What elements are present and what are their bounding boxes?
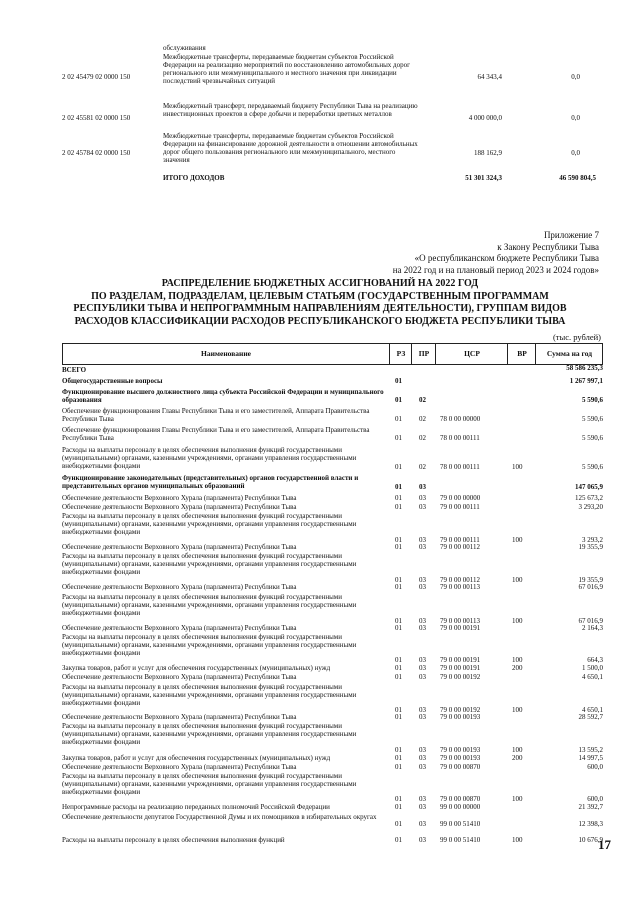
row-vr: 100 (512, 836, 523, 844)
row-rz: 01 (395, 795, 402, 803)
appendix-line: к Закону Республики Тыва (497, 241, 599, 252)
row-rz: 01 (395, 656, 402, 664)
row-pr: 03 (419, 820, 426, 828)
row-csr: 79 0 00 00111 (440, 503, 480, 511)
row-name: Обеспечение деятельности Верховного Хурала (парламента) Республики Тыва (62, 713, 297, 721)
row-name: Расходы на выплаты персоналу в целях обеспечения выполнения функций государственными (муниципальными) органами, казенными учреждениями, органами управления государственными внебюджетными фондами (62, 683, 357, 708)
title-line: РАСПРЕДЕЛЕНИЕ БЮДЖЕТНЫХ АССИГНОВАНИЙ НА 2022 ГОД (161, 278, 479, 289)
title-line: РЕСПУБЛИКИ ТЫВА И НЕПРОГРАММНЫМ НАПРАВЛЕНИЯМ ДЕЯТЕЛЬНОСТИ), ГРУППАМ ВИДОВ (73, 303, 567, 314)
row-sum: 1 500,0 (582, 664, 603, 672)
row-csr: 79 0 00 00193 (440, 754, 481, 762)
row-pr: 02 (419, 434, 426, 442)
row-csr: 79 0 00 00193 (440, 746, 481, 754)
row-sum: 19 355,9 (578, 576, 603, 584)
row-csr: 99 0 00 00000 (440, 803, 481, 811)
row-pr: 02 (419, 415, 426, 423)
row-csr: 79 0 00 00192 (440, 673, 481, 681)
row-pr: 03 (419, 543, 426, 551)
row-pr: 03 (419, 664, 426, 672)
row-pr: 03 (419, 803, 426, 811)
row-csr: 78 0 00 00111 (440, 463, 480, 471)
page-number: 17 (598, 837, 611, 852)
units-label: (тыс. рублей) (552, 332, 601, 342)
row-sum: 125 673,2 (575, 494, 603, 502)
row-vr: 200 (512, 754, 523, 762)
row-csr: 79 0 00 00112 (440, 543, 480, 551)
row-sum: 5 590,6 (582, 463, 603, 471)
row-vr: 100 (512, 463, 523, 471)
row-csr: 79 0 00 00113 (440, 617, 480, 625)
row-csr: 79 0 00 00111 (440, 536, 480, 544)
row-name: Обеспечение деятельности Верховного Хурала (парламента) Республики Тыва (62, 624, 297, 632)
row-sum: 3 293,2 (582, 536, 603, 544)
row-csr: 79 0 00 00192 (440, 706, 481, 714)
row-sum: 1 267 997,1 (569, 377, 603, 385)
row-sum: 58 586 235,3 (566, 364, 603, 372)
row-rz: 01 (395, 664, 402, 672)
row-csr: 79 0 00 00191 (440, 624, 481, 632)
row-vr: 100 (512, 746, 523, 754)
row-pr: 03 (419, 624, 426, 632)
row-name: Расходы на выплаты персоналу в целях обеспечения выполнения функций (62, 836, 285, 844)
revenue-code: 2 02 45784 02 0000 150 (62, 149, 131, 157)
row-name: Непрограммные расходы на реализацию переданных полномочий Российской Федерации (62, 803, 330, 811)
row-sum: 67 016,9 (578, 617, 603, 625)
row-pr: 03 (419, 583, 426, 591)
row-csr: 79 0 00 00191 (440, 656, 481, 664)
row-name: Расходы на выплаты персоналу в целях обеспечения выполнения функций государственными (муниципальными) органами, казенными учреждениями, органами управления государственными внебюджетными фондами (62, 593, 357, 618)
row-pr: 03 (419, 494, 426, 502)
row-pr: 02 (419, 396, 426, 404)
row-pr: 02 (419, 463, 426, 471)
row-sum: 5 590,6 (582, 396, 603, 404)
header-rz: РЗ (389, 344, 412, 364)
row-name: Закупка товаров, работ и услуг для обеспечения государственных (муниципальных) нужд (62, 664, 331, 672)
row-name: Обеспечение деятельности Верховного Хурала (парламента) Республики Тыва (62, 503, 297, 511)
revenue-desc: обслуживания (163, 44, 206, 52)
row-name: Расходы на выплаты персоналу в целях обеспечения выполнения функций государственными (муниципальными) органами, казенными учреждениями, органами управления государственными внебюджетными фондами (62, 772, 357, 797)
row-csr: 79 0 00 00191 (440, 664, 481, 672)
revenue-total-label: ИТОГО ДОХОДОВ (163, 174, 225, 182)
appendix-line: «О республиканском бюджете Республики Тыва (414, 253, 599, 263)
row-name: ВСЕГО (62, 366, 87, 374)
revenue-desc: Межбюджетный трансферт, передаваемый бюджету Республики Тыва на реализацию инвестиционных проектов в сфере добычи и переработки цветных металлов (163, 102, 418, 118)
row-rz: 01 (395, 483, 402, 491)
row-csr: 79 0 00 00870 (440, 763, 481, 771)
row-sum: 5 590,6 (582, 415, 603, 423)
table-header (62, 343, 603, 365)
row-csr: 78 0 00 00111 (440, 434, 480, 442)
row-rz: 01 (395, 536, 402, 544)
row-sum: 21 392,7 (578, 803, 603, 811)
row-rz: 01 (395, 763, 402, 771)
row-csr: 99 0 00 51410 (440, 820, 481, 828)
row-rz: 01 (395, 396, 402, 404)
row-pr: 03 (419, 673, 426, 681)
row-sum: 664,3 (587, 656, 603, 664)
row-name: Расходы на выплаты персоналу в целях обеспечения выполнения функций государственными (муниципальными) органами, казенными учреждениями, органами управления государственными внебюджетными фондами (62, 633, 357, 658)
revenue-value-2023: 0,0 (571, 149, 580, 157)
row-csr: 99 0 00 51410 (440, 836, 481, 844)
revenue-total-2022: 51 301 324,3 (465, 174, 502, 182)
row-sum: 12 398,3 (578, 820, 603, 828)
row-rz: 01 (395, 434, 402, 442)
revenue-value-2022: 188 162,9 (474, 149, 502, 157)
document-title (40, 278, 600, 328)
row-pr: 03 (419, 536, 426, 544)
row-rz: 01 (395, 836, 402, 844)
row-sum: 14 997,5 (578, 754, 603, 762)
row-rz: 01 (395, 617, 402, 625)
row-pr: 03 (419, 746, 426, 754)
row-vr: 100 (512, 795, 523, 803)
row-rz: 01 (395, 576, 402, 584)
row-name: Обеспечение деятельности Верховного Хурала (парламента) Республики Тыва (62, 543, 297, 551)
row-vr: 200 (512, 664, 523, 672)
row-vr: 100 (512, 576, 523, 584)
row-rz: 01 (395, 820, 402, 828)
row-sum: 4 650,1 (582, 673, 603, 681)
row-pr: 03 (419, 795, 426, 803)
revenue-value-2023: 0,0 (571, 73, 580, 81)
row-name: Обеспечение деятельности Верховного Хурала (парламента) Республики Тыва (62, 494, 297, 502)
revenue-code: 2 02 45479 02 0000 150 (62, 73, 131, 81)
row-sum: 600,0 (587, 795, 603, 803)
title-line: ПО РАЗДЕЛАМ, ПОДРАЗДЕЛАМ, ЦЕЛЕВЫМ СТАТЬЯМ (ГОСУДАРСТВЕННЫМ ПРОГРАММАМ (91, 290, 549, 302)
row-sum: 2 164,3 (582, 624, 603, 632)
row-csr: 79 0 00 00870 (440, 795, 481, 803)
row-name: Расходы на выплаты персоналу в целях обеспечения выполнения функций государственными (муниципальными) органами, казенными учреждениями, органами управления государственными внебюджетными фондами (62, 552, 357, 577)
row-rz: 01 (395, 706, 402, 714)
row-sum: 4 650,1 (582, 706, 603, 714)
revenue-desc: Межбюджетные трансферты, передаваемые бюджетам субъектов Российской Федерации на финансирование дорожной деятельности в отношении автомобильных дорог общего пользования регионального или межмуниципального, местного значения (163, 132, 418, 164)
revenue-total-2023: 46 590 804,5 (559, 174, 596, 182)
row-rz: 01 (395, 713, 402, 721)
row-rz: 01 (395, 673, 402, 681)
row-name: Обеспечение функционирования Главы Республики Тыва и его заместителей, Аппарата Правительства Республики Тыва (62, 407, 370, 424)
row-sum: 147 065,9 (575, 483, 603, 491)
row-pr: 03 (419, 706, 426, 714)
row-sum: 5 590,6 (582, 434, 603, 442)
row-sum: 67 016,9 (578, 583, 603, 591)
row-pr: 03 (419, 483, 426, 491)
row-rz: 01 (395, 624, 402, 632)
row-rz: 01 (395, 503, 402, 511)
row-name: Общегосударственные вопросы (62, 377, 163, 385)
row-rz: 01 (395, 754, 402, 762)
row-rz: 01 (395, 463, 402, 471)
revenue-value-2022: 4 000 000,0 (468, 114, 502, 122)
header-name: Наименование (201, 349, 251, 358)
row-pr: 03 (419, 503, 426, 511)
row-vr: 100 (512, 706, 523, 714)
row-sum: 3 293,20 (578, 503, 603, 511)
header-csr: ЦСР (435, 344, 508, 364)
row-sum: 10 676,9 (578, 836, 603, 844)
row-pr: 03 (419, 836, 426, 844)
row-csr: 79 0 00 00193 (440, 713, 481, 721)
row-name: Расходы на выплаты персоналу в целях обеспечения выполнения функций государственными (муниципальными) органами, казенными учреждениями, органами управления государственными внебюджетными фондами (62, 512, 357, 537)
row-pr: 03 (419, 617, 426, 625)
row-csr: 79 0 00 00112 (440, 576, 480, 584)
row-rz: 01 (395, 415, 402, 423)
row-rz: 01 (395, 746, 402, 754)
row-name: Обеспечение деятельности депутатов Государственной Думы и их помощников в избирательных округах (62, 813, 377, 821)
revenue-value-2022: 64 343,4 (477, 73, 502, 81)
appendix-line: на 2022 год и на плановый период 2023 и 2024 годов» (392, 264, 599, 275)
row-name: Обеспечение функционирования Главы Республики Тыва и его заместителей, Аппарата Правительства Республики Тыва (62, 426, 370, 443)
row-csr: 78 0 00 00000 (440, 415, 481, 423)
header-sum: Сумма на год (535, 344, 603, 364)
title-line: РАСХОДОВ КЛАССИФИКАЦИИ РАСХОДОВ РЕСПУБЛИКАНСКОГО БЮДЖЕТА РЕСПУБЛИКИ ТЫВА (74, 315, 566, 327)
row-name: Функционирование высшего должностного лица субъекта Российской Федерации и муниципального образования (62, 388, 384, 405)
row-rz: 01 (395, 543, 402, 551)
revenue-value-2023: 0,0 (571, 114, 580, 122)
row-rz: 01 (395, 494, 402, 502)
row-csr: 79 0 00 00000 (440, 494, 481, 502)
row-name: Расходы на выплаты персоналу в целях обеспечения выполнения функций государственными (муниципальными) органами, казенными учреждениями, органами управления государственными внебюджетными фондами (62, 446, 357, 471)
appendix-line: Приложение 7 (543, 230, 599, 240)
row-sum: 600,0 (587, 763, 603, 771)
row-pr: 03 (419, 754, 426, 762)
row-name: Расходы на выплаты персоналу в целях обеспечения выполнения функций государственными (муниципальными) органами, казенными учреждениями, органами управления государственными внебюджетными фондами (62, 722, 357, 747)
row-vr: 100 (512, 617, 523, 625)
row-sum: 28 592,7 (578, 713, 603, 721)
row-pr: 03 (419, 763, 426, 771)
row-csr: 79 0 00 00113 (440, 583, 480, 591)
row-rz: 01 (395, 377, 402, 385)
revenue-code: 2 02 45581 02 0000 150 (62, 114, 131, 122)
header-vr: ВР (507, 344, 536, 364)
row-name: Обеспечение деятельности Верховного Хурала (парламента) Республики Тыва (62, 763, 297, 771)
row-pr: 03 (419, 656, 426, 664)
row-vr: 100 (512, 656, 523, 664)
appendix-header (393, 230, 599, 276)
row-rz: 01 (395, 583, 402, 591)
row-name: Функционирование законодательных (представительных) органов государственной власти и представительных органов муниципальных образований (62, 474, 359, 491)
row-pr: 03 (419, 713, 426, 721)
row-sum: 13 595,2 (578, 746, 603, 754)
row-sum: 19 355,9 (578, 543, 603, 551)
row-rz: 01 (395, 803, 402, 811)
row-name: Закупка товаров, работ и услуг для обеспечения государственных (муниципальных) нужд (62, 754, 331, 762)
row-vr: 100 (512, 536, 523, 544)
revenue-desc: Межбюджетные трансферты, передаваемые бюджетам субъектов Российской Федерации на реализацию мероприятий по восстановлению автомобильных дорог регионального или межмуниципального и местного значения при ликвидации последствий чрезвычайных ситуаций (163, 53, 410, 85)
header-pr: ПР (411, 344, 436, 364)
row-name: Обеспечение деятельности Верховного Хурала (парламента) Республики Тыва (62, 583, 297, 591)
row-name: Обеспечение деятельности Верховного Хурала (парламента) Республики Тыва (62, 673, 297, 681)
row-pr: 03 (419, 576, 426, 584)
